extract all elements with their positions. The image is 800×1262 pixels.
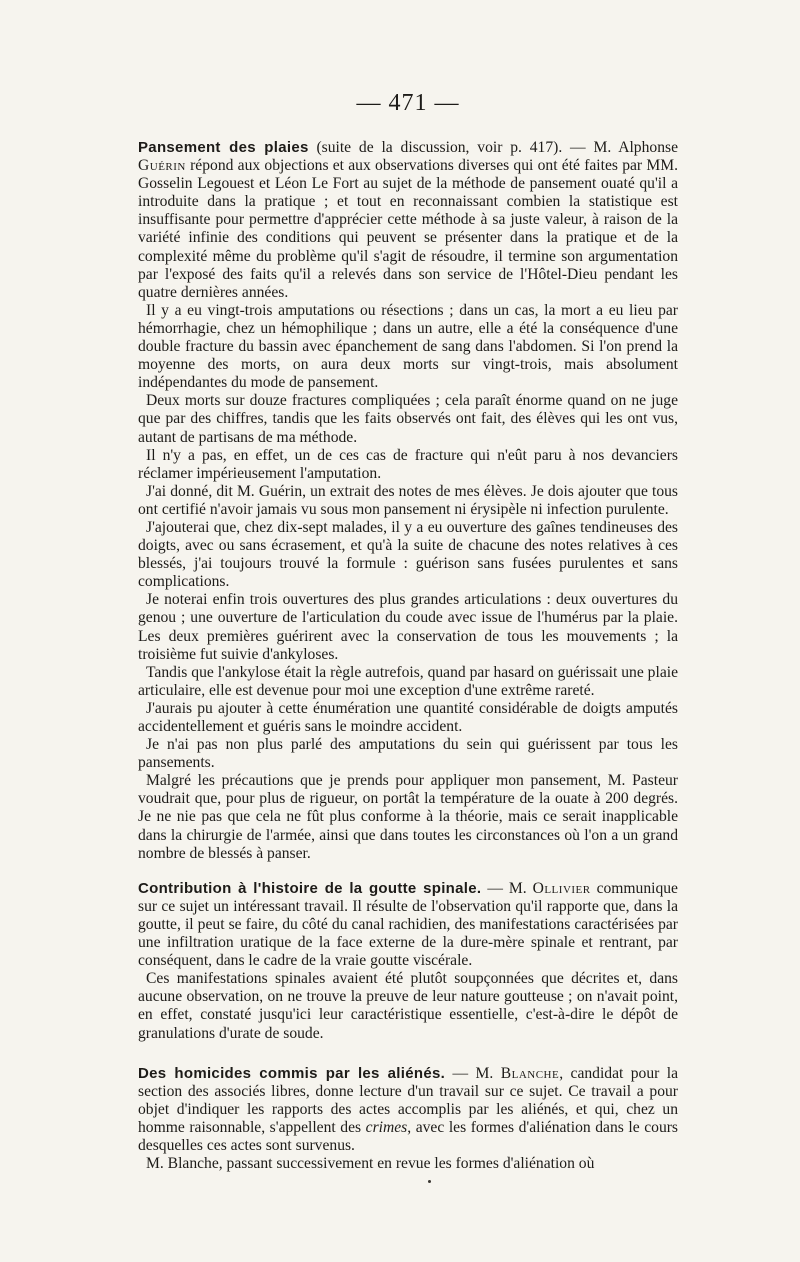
author-name-blanche: Blanche xyxy=(500,1064,560,1082)
paragraph: Il y a eu vingt-trois amputations ou résections ; dans un cas, la mort a eu lieu par hémorrhagie, chez un hémophilique ; dans un autre, elle a été la conséquence d'une double fracture du bassin avec épanchement de sang dans l'abdomen. Si l'on prend la moyenne des morts, on aura deux morts sur vingt-trois, mais absolument indépendantes du mode de pansement. xyxy=(138,301,678,392)
author-name-ollivier: Ollivier xyxy=(532,879,591,897)
text-run: — M. xyxy=(481,879,533,897)
paragraph: J'ai donné, dit M. Guérin, un extrait des notes de mes élèves. Je dois ajouter que tous ont certifié n'avoir jamais vu sous mon pansement ni érysipèle ni infection purulente. xyxy=(138,482,678,518)
section-homicides-intro xyxy=(138,1065,678,1155)
paragraph: Je n'ai pas non plus parlé des amputations du sein qui guérissent par tous les pansements. xyxy=(138,736,678,772)
section-pansement-intro xyxy=(138,139,678,302)
paragraph: Tandis que l'ankylose était la règle autrefois, quand par hasard on guérissait une plaie articulaire, elle est devenue pour moi une exception d'une extrême rareté. xyxy=(138,663,678,699)
paragraph: Malgré les précautions que je prends pour appliquer mon pansement, M. Pasteur voudrait que, pour plus de rigueur, on portât la température de la ouate à 200 degrés. Je ne nie pas que cela ne fût plus conforme à la théorie, mais ce serait inapplicable dans la chirurgie de l'armée, ainsi que dans toutes les circonstances où l'on a un grand nombre de blessés à panser. xyxy=(138,772,678,862)
text-run: (suite de la discussion, voir p. 417). — M. Alphonse xyxy=(316,139,678,156)
italic-word-crimes: crimes xyxy=(365,1118,408,1136)
paragraph: Ces manifestations spinales avaient été plutôt soupçonnées que décrites et, dans aucune observation, on ne trouve la preuve de leur nature goutteuse ; on n'avait point, en effet, constaté jusqu'ici leur caractéristique essentielle, c'est-à-dire le dépôt de granulations d'urate de soude. xyxy=(138,970,678,1042)
page-number: — 471 — xyxy=(356,90,460,116)
paragraph: M. Blanche, passant successivement en revue les formes d'aliénation où xyxy=(146,1155,595,1173)
text-run: répond aux objections et aux observations diverses qui ont été faites par MM. Gosselin Legouest et Léon Le Fort au sujet de la méthode de pansement ouaté qu'il a introduite dans la pratique ; et tout en reconnaissant combien la statistique est insuffisante pour permettre d'apprécier cette méthode à sa juste valeur, à raison de la variété infinie des conditions qui peuvent se présenter dans la pratique et de la complexité même du problème qu'il s'agit de résoudre, il termine son argumentation par l'exposé des faits qu'il a relevés dans son service de l'Hôtel-Dieu pendant les quatre dernières années. xyxy=(138,157,678,301)
section-heading-pansement: Pansement des plaies xyxy=(138,139,309,156)
paragraph: J'ajouterai que, chez dix-sept malades, il y a eu ouverture des gaînes tendineuses des doigts, avec ou sans écrasement, et qu'à la suite de chacune des notes relatives à ces blessés, j'ai toujours trouvé la formule : guérison sans fusées purulentes et sans complications. xyxy=(138,518,678,591)
author-name-guerin: Guérin xyxy=(138,157,186,175)
text-run: , candidat pour la section des associés libres, donne lecture d'un travail sur ce sujet. Ce travail a pour objet d'indiquer les rapports des actes accomplis par les aliénés, et qui, chez un homme raisonnable, s'appellent des xyxy=(138,1064,678,1136)
section-goutte-intro xyxy=(138,880,678,970)
section-heading-goutte: Contribution à l'histoire de la goutte spinale. xyxy=(138,879,482,897)
text-run: — M. xyxy=(445,1064,501,1082)
paragraph: J'aurais pu ajouter à cette énumération une quantité considérable de doigts amputés accidentellement et guéris sans le moindre accident. xyxy=(138,699,678,735)
paragraph: Je noterai enfin trois ouvertures des plus grandes articulations : deux ouvertures du genou ; une ouverture de l'articulation du coude avec issue de l'humérus par la plaie. Les deux premières guérirent avec la conservation de tous les mouvements ; la troisième fut suivie d'ankyloses. xyxy=(138,591,678,663)
paragraph: Deux morts sur douze fractures compliquées ; cela paraît énorme quand on ne juge que par des chiffres, tandis que les faits observés ont fait, des élèves qui les ont vus, autant de partisans de ma méthode. xyxy=(138,392,678,446)
text-run: , avec les formes d'aliénation dans le cours desquelles ces actes sont survenus. xyxy=(138,1118,679,1154)
text-run: communique sur ce sujet un intéressant travail. Il résulte de l'observation qu'il rapporte que, dans la goutte, il peut se faire, du côté du canal rachidien, des manifestations caractérisées par une infiltration uratique de la face externe de la dure-mère spinale et rentrant, par conséquent, dans le cadre de la vraie goutte viscérale. xyxy=(138,879,678,970)
section-heading-homicides: Des homicides commis par les aliénés. xyxy=(138,1064,446,1082)
ink-dot xyxy=(428,1180,431,1183)
paragraph: Il n'y a pas, en effet, un de ces cas de fracture qui n'eût paru à nos devanciers réclamer impérieusement l'amputation. xyxy=(138,446,678,482)
